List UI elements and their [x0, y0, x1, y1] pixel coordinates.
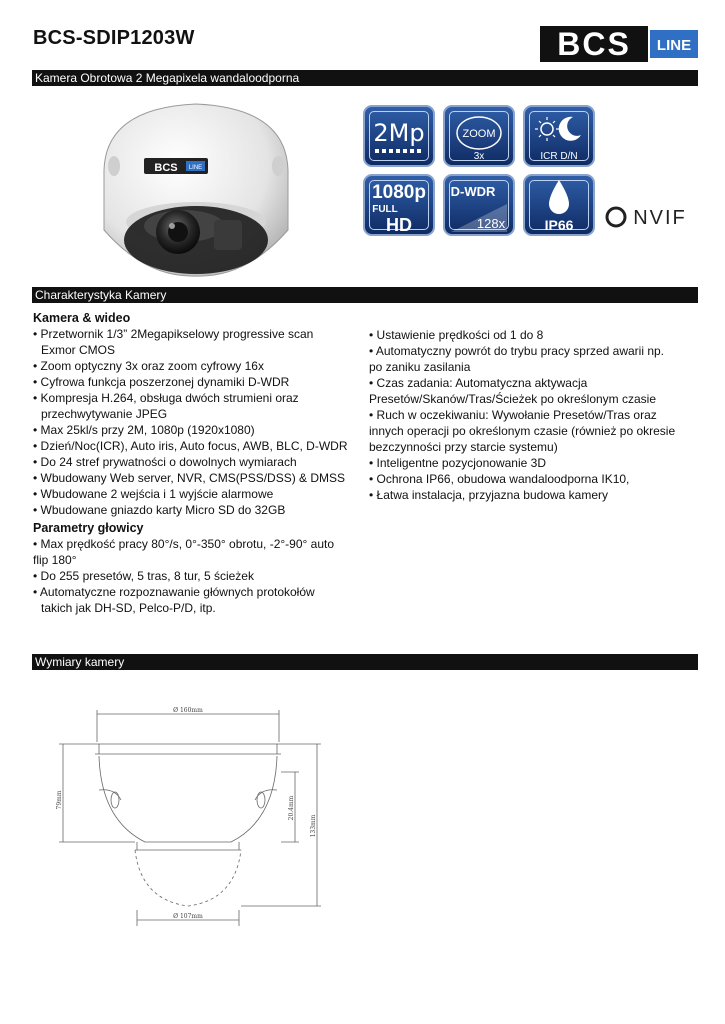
page-title: BCS-SDIP1203W	[33, 27, 195, 49]
section-bar-product: Kamera Obrotowa 2 Megapixela wandaloodporna	[32, 70, 698, 86]
list-item: • Czas zadania: Automatyczna aktywacja	[369, 376, 588, 390]
list-item: po zaniku zasilania	[369, 360, 471, 374]
badge-2mp	[363, 105, 435, 167]
badge-1080p	[363, 174, 435, 236]
list-item: • Inteligentne pozycjonowanie 3D	[369, 456, 546, 470]
list-item: flip 180°	[33, 553, 77, 567]
list-item: • Max 25kl/s przy 2M, 1080p (1920x1080)	[33, 423, 255, 437]
svg-text:3x: 3x	[473, 151, 485, 162]
list-item: • Ustawienie prędkości od 1 do 8	[369, 328, 544, 342]
list-item: • Łatwa instalacja, przyjazna budowa kamery	[369, 488, 608, 502]
left-column	[33, 310, 363, 616]
heading-camera-video: Kamera & wideo	[33, 311, 131, 325]
svg-text:1080p: 1080p	[372, 182, 426, 203]
water-drop-icon	[549, 180, 569, 214]
section-bar-features: Charakterystyka Kamery	[32, 287, 698, 303]
list-item: bezczynności przy starcie systemu)	[369, 440, 558, 454]
list-item: Presetów/Skanów/Tras/Ścieżek po określonym czasie	[369, 392, 657, 406]
svg-text:79mm: 79mm	[56, 790, 63, 810]
list-item: • Do 255 presetów, 5 tras, 8 tur, 5 ścieżek	[33, 569, 254, 583]
svg-text:D-WDR: D-WDR	[450, 184, 496, 199]
svg-text:Ø 160mm: Ø 160mm	[173, 707, 203, 714]
list-item: • Do 24 stref prywatności o dowolnych wymiarach	[33, 455, 297, 469]
right-column	[369, 327, 699, 503]
heading-head-params: Parametry głowicy	[33, 521, 144, 535]
svg-text:BCS: BCS	[154, 162, 178, 174]
list-item: • Ruch w oczekiwaniu: Wywołanie Presetów/Tras oraz	[369, 408, 657, 422]
svg-text:HD: HD	[386, 215, 412, 235]
list-item: Exmor CMOS	[41, 343, 116, 357]
list-item: • Wbudowane gniazdo karty Micro SD do 32GB	[33, 503, 286, 517]
list-item: • Ochrona IP66, obudowa wandaloodporna IK10,	[369, 472, 630, 486]
list-item: • Przetwornik 1/3” 2Megapikselowy progressive scan	[33, 327, 314, 341]
svg-text:FULL: FULL	[372, 204, 398, 215]
list-item: • Cyfrowa funkcja poszerzonej dynamiki D-WDR	[33, 375, 290, 389]
svg-text:2Mp: 2Mp	[373, 119, 425, 147]
badge-icr	[523, 105, 595, 167]
bcs-line-logo	[540, 26, 698, 62]
list-item: • Kompresja H.264, obsługa dwóch strumieni oraz	[33, 391, 299, 405]
list-item: • Wbudowane 2 wejścia i 1 wyjście alarmowe	[33, 487, 274, 501]
badge-zoom	[443, 105, 515, 167]
svg-text:20.4mm: 20.4mm	[288, 795, 295, 821]
svg-text:Ø 107mm: Ø 107mm	[173, 913, 203, 920]
svg-text:LINE: LINE	[188, 165, 203, 171]
onvif-logo	[604, 202, 696, 232]
svg-text:ICR D/N: ICR D/N	[540, 151, 578, 162]
list-item: • Max prędkość pracy 80°/s, 0°-350° obrotu, -2°-90° auto	[33, 537, 335, 551]
badge-dwdr	[443, 174, 515, 236]
list-item: • Zoom optyczny 3x oraz zoom cyfrowy 16x	[33, 359, 264, 373]
svg-text:128x: 128x	[476, 216, 506, 231]
list-item: przechwytywanie JPEG	[41, 407, 168, 421]
badge-ip66	[523, 174, 595, 236]
svg-text:IP66: IP66	[544, 217, 574, 233]
list-item: • Dzień/Noc(ICR), Auto iris, Auto focus, AWB, BLC, D-WDR	[33, 439, 348, 453]
dimension-drawing	[55, 700, 335, 940]
svg-text:BCS: BCS	[557, 26, 631, 62]
list-item: • Automatyczne rozpoznawanie głównych protokołów	[33, 585, 315, 599]
svg-text:NVIF: NVIF	[633, 207, 687, 229]
section-bar-dimensions: Wymiary kamery	[32, 654, 698, 670]
moon-icon	[559, 117, 581, 141]
sun-icon	[535, 117, 559, 141]
list-item: innych operacji po określonym czasie (również po okresie	[369, 424, 676, 438]
list-item: • Automatyczny powrót do trybu pracy sprzed awarii np.	[369, 344, 665, 358]
svg-text:133mm: 133mm	[310, 814, 317, 838]
list-item: • Wbudowany Web server, NVR, CMS(PSS/DSS) & DMSS	[33, 471, 346, 485]
list-item: takich jak DH-SD, Pelco-P/D, itp.	[41, 601, 216, 615]
svg-text:LINE: LINE	[656, 37, 692, 54]
svg-text:ZOOM: ZOOM	[462, 128, 496, 140]
camera-photo	[96, 100, 296, 278]
